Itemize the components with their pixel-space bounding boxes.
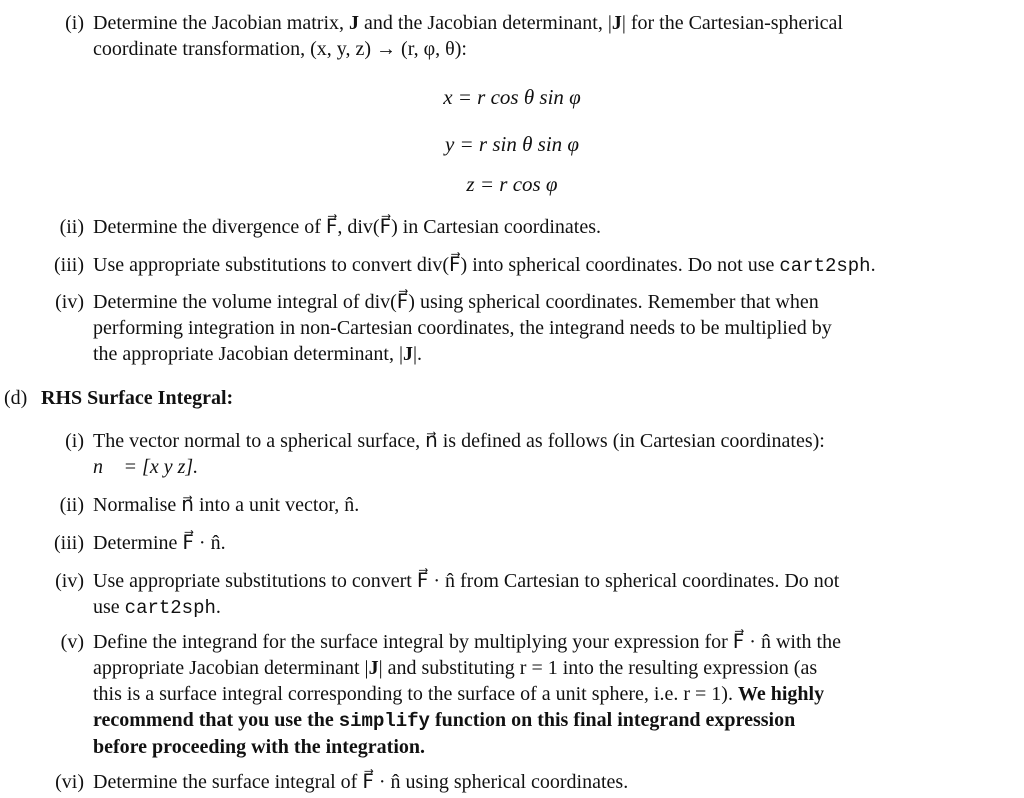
section-label: (d) xyxy=(4,387,28,409)
item-line xyxy=(93,681,993,707)
bold-J: J xyxy=(403,343,413,365)
text-span: | for the Cartesian-spherical xyxy=(621,12,843,34)
text-span: | and substituting r = 1 into the resulting expression (as xyxy=(378,657,818,679)
text-span: Use appropriate substitutions to convert div(F⃗) into spherical coordinates. Do not use xyxy=(93,254,780,276)
item-text: Normalise n⃗ into a unit vector, n̂. xyxy=(93,494,360,516)
item-text: Determine F⃗ · n̂. xyxy=(93,532,226,554)
item-line: coordinate transformation, (x, y, z) → (r, φ, θ): xyxy=(93,38,467,60)
item-text xyxy=(93,252,1023,279)
bold-J: J xyxy=(611,12,622,34)
code-span: simplify xyxy=(338,710,430,732)
item-label: (iv) xyxy=(55,291,84,313)
item-text: Determine the surface integral of F⃗ · n̂ using spherical coordinates. xyxy=(93,771,629,793)
code-span: cart2sph xyxy=(779,255,871,277)
equation-x xyxy=(0,84,1024,110)
text-span: function on this final integrand expression xyxy=(429,709,796,731)
item-line: before proceeding with the integration. xyxy=(93,736,426,758)
item-line: performing integration in non-Cartesian coordinates, the integrand needs to be multiplied by xyxy=(93,317,832,339)
item-label: (ii) xyxy=(59,494,84,516)
bold-J: J xyxy=(349,12,360,34)
equation-text: x = r cos θ sin φ xyxy=(443,85,581,109)
text-span: use xyxy=(93,596,125,618)
item-label: (i) xyxy=(65,12,84,34)
item-line xyxy=(93,594,993,621)
item-line xyxy=(93,707,993,734)
text-span: this is a surface integral corresponding to the surface of a unit sphere, i.e. r = 1). xyxy=(93,683,738,705)
text-span: |. xyxy=(413,343,423,365)
item-line: Define the integrand for the surface integral by multiplying your expression for F⃗ · n̂ with the xyxy=(93,631,841,653)
section-title: RHS Surface Integral: xyxy=(41,387,234,409)
item-line: Use appropriate substitutions to convert F⃗ · n̂ from Cartesian to spherical coordinates. Do not xyxy=(93,570,840,592)
item-label: (ii) xyxy=(59,216,84,238)
item-text xyxy=(93,10,993,62)
item-line: Determine the volume integral of div(F⃗) using spherical coordinates. Remember that when xyxy=(93,291,819,313)
bold-text: We highly xyxy=(737,683,825,705)
text-span: . xyxy=(870,254,876,276)
item-text xyxy=(93,428,993,480)
item-line: The vector normal to a spherical surface, n⃗ is defined as follows (in Cartesian coordinates): xyxy=(93,430,825,452)
item-label: (iii) xyxy=(54,254,84,276)
item-label: (i) xyxy=(65,430,84,452)
equation-text: y = r sin θ sin φ xyxy=(444,132,580,156)
item-line xyxy=(93,655,993,681)
equation-text: z = r cos φ xyxy=(466,172,558,196)
text-span: appropriate Jacobian determinant | xyxy=(93,657,369,679)
code-span: cart2sph xyxy=(124,597,216,619)
item-label: (vi) xyxy=(55,771,84,793)
item-label: (iii) xyxy=(54,532,84,554)
text-span: . xyxy=(215,596,221,618)
item-line xyxy=(93,341,993,367)
text-span: Determine the Jacobian matrix, xyxy=(93,12,350,34)
item-line xyxy=(93,10,993,36)
bold-J: J xyxy=(368,657,379,679)
item-label: (iv) xyxy=(55,570,84,592)
item-text xyxy=(93,568,993,621)
item-line: n⃗ = [x y z]. xyxy=(93,456,199,478)
equation-z xyxy=(0,171,1024,197)
text-span: recommend that you use the xyxy=(93,709,339,731)
text-span: and the Jacobian determinant, | xyxy=(359,12,612,34)
item-label: (v) xyxy=(60,631,84,653)
item-text: Determine the divergence of F⃗, div(F⃗) in Cartesian coordinates. xyxy=(93,216,602,238)
text-span: the appropriate Jacobian determinant, | xyxy=(93,343,403,365)
item-text xyxy=(93,629,993,760)
equation-y xyxy=(0,131,1024,157)
item-text xyxy=(93,289,993,367)
